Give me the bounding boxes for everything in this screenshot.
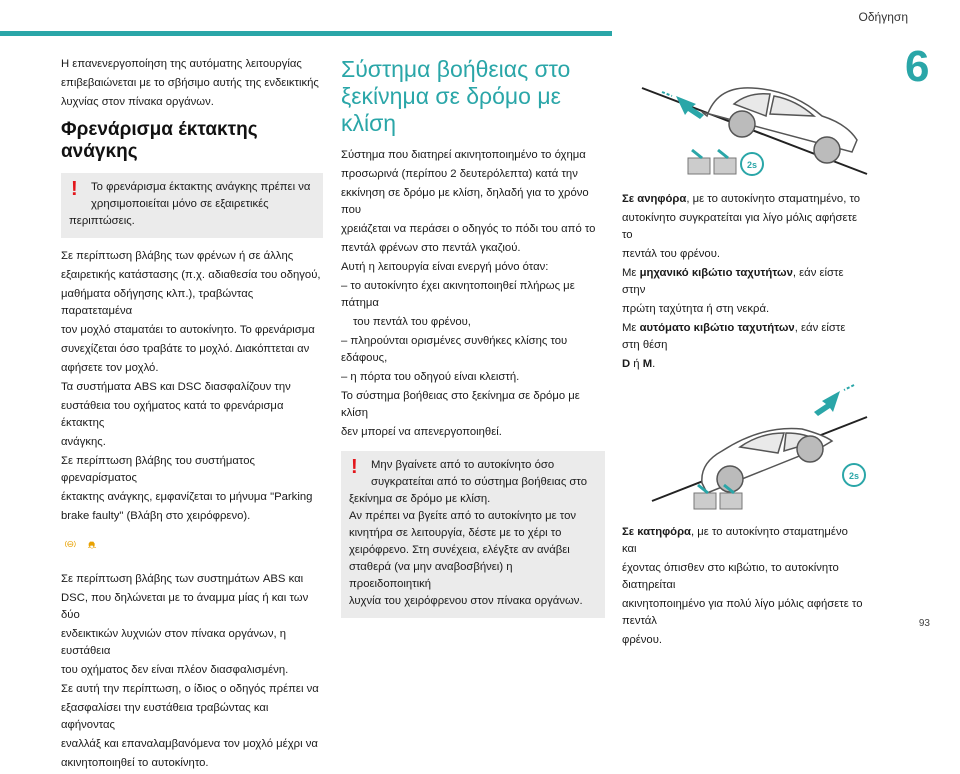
text-line: Αυτή η λειτουργία είναι ενεργή μόνο όταν: <box>341 261 549 273</box>
header-accent-bar <box>0 31 612 36</box>
text-line: αφήσετε τον μοχλό. <box>61 362 159 374</box>
text-line: ξεκίνημα σε δρόμο με κλίση. <box>349 493 491 505</box>
text-line: εναλλάξ και επαναλαμβανόμενα τον μοχλό μέχρι να <box>61 738 318 750</box>
text-line: ανάγκης. <box>61 436 106 448</box>
text-line: Το σύστημα βοήθειας στο ξεκίνημα σε δρόμο με κλίση <box>341 390 580 419</box>
warning-box <box>341 451 605 618</box>
paragraph-emergency-braking <box>61 248 323 525</box>
page-header-title: Οδήγηση <box>858 10 908 24</box>
text-line: πεντάλ του φρένου. <box>622 248 721 260</box>
timer-badge-icon <box>843 464 865 486</box>
paragraph-downhill <box>622 524 864 649</box>
text-line: λυχνίας στον πίνακα οργάνων. <box>61 96 214 108</box>
column-left <box>61 56 323 774</box>
text-line: ευστάθεια του οχήματος κατά το φρενάρισμα έκτακτης <box>61 400 284 429</box>
heading-line: ξεκίνημα σε δρόμο με κλίση <box>341 83 561 136</box>
text-line: χρειάζεται να περάσει ο οδηγός το πόδι του από το <box>341 223 596 235</box>
chapter-number: 6 <box>905 42 930 91</box>
text-line: Σε περίπτωση βλάβης του συστήματος φρεναρίσματος <box>61 455 255 484</box>
text-line: λυχνία του χειρόφρενου στον πίνακα οργάνων. <box>349 595 583 607</box>
paragraph-abs-dsc-fault <box>61 571 323 772</box>
text-line: εξασφαλίσει την ευστάθεια τραβώντας και αφήνοντας <box>61 702 269 731</box>
text-line: έκτακτης ανάγκης, εμφανίζεται το μήνυμα "Parking <box>61 491 313 503</box>
downhill-car-illustration <box>622 383 872 513</box>
text-line: Τα συστήματα ABS και DSC διασφαλίζουν την <box>61 381 291 393</box>
timer-badge-label: 2s <box>746 160 758 170</box>
column-middle <box>341 56 605 628</box>
arrow-icon <box>662 92 704 119</box>
text-line: συνεχίζεται όσο τραβάτε το μοχλό. Διακόπτεται αν <box>61 343 310 355</box>
text-line: – η πόρτα του οδηγού είναι κλειστή. <box>341 371 520 383</box>
text-line: τον μοχλό σταματάει το αυτοκίνητο. Το φρενάρισμα <box>61 324 315 336</box>
text-line: του πεντάλ του φρένου, <box>353 316 471 328</box>
text-line: εκκίνηση σε δρόμο με κλίση, δηλαδή για το χρόνο που <box>341 187 589 216</box>
text-line: Μην βγαίνετε από το αυτοκίνητο όσο <box>371 459 555 471</box>
text-line: κινητήρα σε λειτουργία, δέστε με το χέρι το <box>349 527 562 539</box>
text-line: εξαιρετικής κατάστασης (π.χ. αδιαθεσία του οδηγού, <box>61 269 321 281</box>
section-heading-emergency-braking: Φρενάρισμα έκτακτης ανάγκης <box>61 119 258 162</box>
text-line: συγκρατείται από το σύστημα βοήθειας στο <box>371 476 587 488</box>
text-line: ενδεικτικών λυχνιών στον πίνακα οργάνων, η ευστάθεια <box>61 628 287 657</box>
warning-lamps <box>65 531 97 563</box>
text-line: δεν μπορεί να απενεργοποιηθεί. <box>341 426 502 438</box>
text-line: επιβεβαιώνεται με το σβήσιμο αυτής της ενδεικτικής <box>61 77 319 89</box>
abs-warning-icon <box>65 531 76 557</box>
arrow-icon <box>814 385 854 416</box>
timer-badge-label: 2s <box>848 471 860 481</box>
text-line: του οχήματος δεν είναι πλέον διασφαλισμένη. <box>61 664 289 676</box>
abs-icon-label: ABS <box>68 544 73 547</box>
text-line: DSC, που δηλώνεται με το άναμμα μίας ή και των δύο <box>61 592 309 621</box>
text-line: Με αυτόματο κιβώτιο ταχυτήτων, εάν είστε στη θέση <box>622 322 846 351</box>
text-line: Σε περίπτωση βλάβης των συστημάτων ABS και <box>61 573 304 585</box>
text-line: – πληρούνται ορισμένες συνθήκες κλίσης του εδάφους, <box>341 335 568 364</box>
text-line: πεντάλ φρένων στο πεντάλ γκαζιού. <box>341 242 521 254</box>
uphill-car-illustration <box>622 46 872 186</box>
dsc-warning-icon <box>86 531 97 557</box>
column-right <box>622 46 864 651</box>
section-heading-hill-start-assist <box>341 56 605 137</box>
warning-box <box>61 173 323 238</box>
text-line: περιπτώσεις. <box>69 215 135 227</box>
timer-badge-icon <box>741 153 763 175</box>
text-line: – το αυτοκίνητο έχει ακινητοποιηθεί πλήρως με πάτημα <box>341 280 575 309</box>
text-line: έχοντας όπισθεν στο κιβώτιο, το αυτοκίνητο διατηρείται <box>622 562 839 591</box>
paragraph-uphill <box>622 191 864 373</box>
text-line: αυτοκίνητο συγκρατείται για λίγο μόλις αφήσετε το <box>622 212 858 241</box>
text-line: D ή M. <box>622 358 656 370</box>
text-line: πρώτη ταχύτητα ή στη νεκρά. <box>622 303 770 315</box>
text-line: φρένου. <box>622 634 663 646</box>
text-line: ακινητοποιημένο για πολύ λίγο μόλις αφήσετε το πεντάλ <box>622 598 863 627</box>
text-line: χειρόφρενο. Στη συνέχεια, ελέγξτε αν ανάβει <box>349 544 570 556</box>
text-line: ακινητοποιηθεί το αυτοκίνητο. <box>61 757 209 769</box>
heading-line: Σύστημα βοήθειας στο <box>341 56 571 82</box>
pedals-icon <box>688 150 736 174</box>
text-line: Σε περίπτωση βλάβης των φρένων ή σε άλλης <box>61 250 294 262</box>
text-line: χρησιμοποιείται μόνο σε εξαιρετικές <box>91 198 269 210</box>
text-line: Με μηχανικό κιβώτιο ταχυτήτων, εάν είστε στην <box>622 267 844 296</box>
text-line: σταθερά (να μην αναβοσβήνει) η προειδοποιητική <box>349 561 513 590</box>
text-line: Σε κατηφόρα, με το αυτοκίνητο σταματημένο και <box>622 526 848 555</box>
intro-paragraph <box>61 56 323 111</box>
text-line: Το φρενάρισμα έκτακτης ανάγκης πρέπει να <box>91 181 311 193</box>
car-icon <box>702 88 857 163</box>
text-line: Σε ανηφόρα, με το αυτοκίνητο σταματημένο, το <box>622 193 861 205</box>
car-icon <box>702 428 832 493</box>
text-line: μαθήματα οδήγησης κλπ.), τραβώντας παρατεταμένα <box>61 288 254 317</box>
paragraph-hill-start <box>341 147 605 441</box>
warning-icon: ! <box>71 178 78 200</box>
text-line: Σύστημα που διατηρεί ακινητοποιημένο το όχημα <box>341 149 586 161</box>
text-line: προσωρινά (περίπου 2 δευτερόλεπτα) κατά την <box>341 168 578 180</box>
text-line: brake faulty" (Βλάβη στο χειρόφρενο). <box>61 510 251 522</box>
warning-icon: ! <box>351 456 358 478</box>
text-line: Σε αυτή την περίπτωση, ο ίδιος ο οδηγός πρέπει να <box>61 683 319 695</box>
page-number: 93 <box>918 618 930 629</box>
text-line: Αν πρέπει να βγείτε από το αυτοκίνητο με τον <box>349 510 576 522</box>
text-line: Η επανενεργοποίηση της αυτόματης λειτουργίας <box>61 58 302 70</box>
